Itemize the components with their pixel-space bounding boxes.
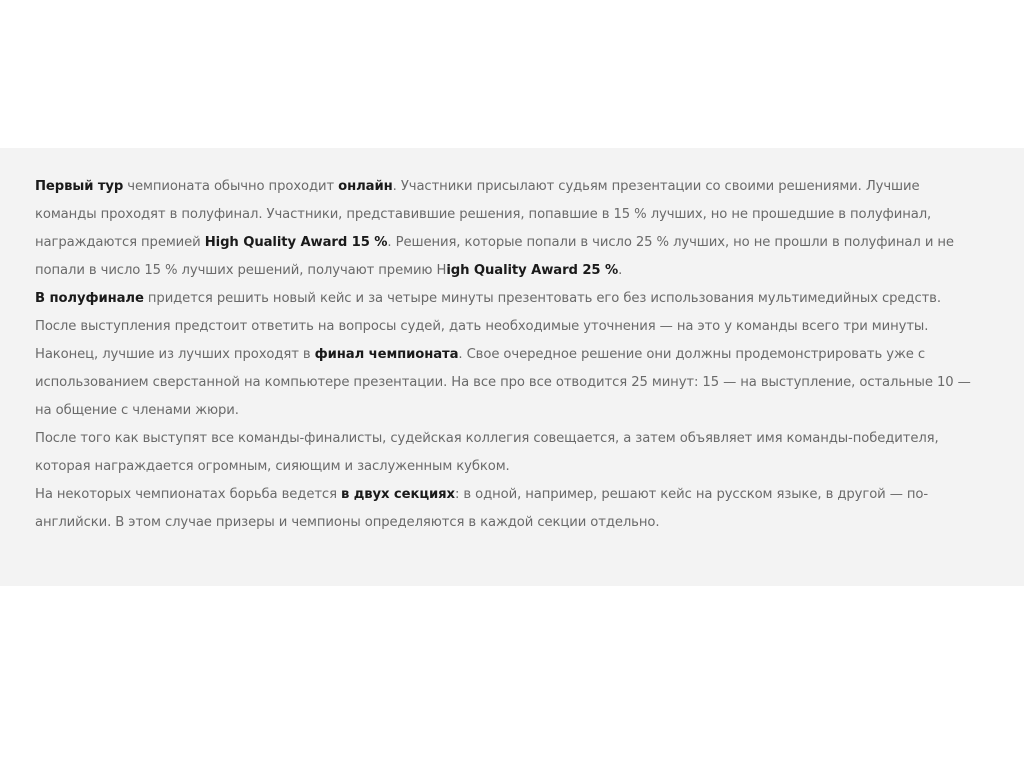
article-text [35, 173, 980, 537]
paragraph-first-round [35, 173, 980, 285]
text-run: . Участники присылают судьям презентации со своими решениями. Лучшие команды проходят в полуфинал. Участники, представившие решения, попавшие в 15 % лучших, но не прошедшие в полуфинал, награждаются премией [35, 179, 932, 250]
text-run: . Свое очередное решение они должны продемонстрировать уже с использованием сверстанной на компьютере презентации. На все про все отводится 25 минут: 15 — на выступление, остальные 10 — на общение с членами жюри. [35, 347, 971, 418]
bold-term: онлайн [338, 179, 393, 194]
text-run: . Решения, которые попали в число 25 % лучших, но не прошли в полуфинал и не попали в число 15 % лучших решений, получают премию H [35, 235, 954, 278]
text-run: После того как выступят все команды-финалисты, судейская коллегия совещается, а затем объявляет имя команды-победителя, которая награждается огромным, сияющим и заслуженным кубком. [35, 431, 939, 474]
bold-term: High Quality Award 15 % [204, 235, 388, 250]
bold-term: В полуфинале [35, 291, 144, 306]
text-run: чемпионата обычно проходит [123, 179, 339, 194]
bold-term: Первый тур [35, 179, 124, 194]
bold-term: igh Quality Award 25 % [446, 263, 619, 278]
text-run: : в одной, например, решают кейс на русском языке, в другой — по-английски. В этом случае призеры и чемпионы определяются в каждой секции отдельно. [35, 487, 929, 530]
text-run: придется решить новый кейс и за четыре минуты презентовать его без использования мультимедийных средств. После выступления предстоит ответить на вопросы судей, дать необходимые уточнения — на это у команды всего три минуты. Наконец, лучшие из лучших проходят в [35, 291, 941, 362]
paragraph-sections [35, 481, 980, 537]
paragraph-semifinal [35, 285, 980, 425]
bold-term: финал чемпионата [314, 347, 459, 362]
paragraph-award [35, 425, 980, 481]
bold-term: в двух секциях [341, 487, 455, 502]
text-run: . [618, 263, 623, 278]
text-run: На некоторых чемпионатах борьба ведется [35, 487, 341, 502]
